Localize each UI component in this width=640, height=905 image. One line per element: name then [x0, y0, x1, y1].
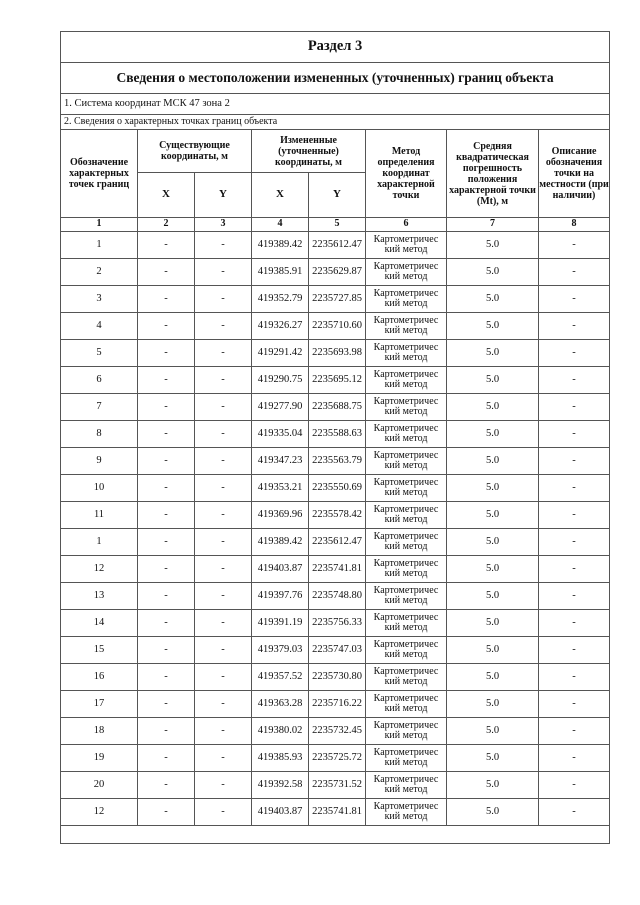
method-cell: Картометричес кий метод: [366, 664, 447, 691]
changed-x-cell: 419385.91: [252, 259, 309, 286]
existing-x-cell: -: [138, 691, 195, 718]
existing-y-cell: -: [195, 286, 252, 313]
column-number: 7: [447, 218, 539, 232]
method-cell: Картометричес кий метод: [366, 718, 447, 745]
accuracy-cell: 5.0: [447, 772, 539, 799]
existing-y-cell: -: [195, 718, 252, 745]
header-designation: Обозначение характерных точек границ: [61, 130, 138, 218]
changed-y-cell: 2235629.87: [309, 259, 366, 286]
document-subtitle: Сведения о местоположении измененных (уточненных) границ объекта: [61, 63, 610, 94]
method-cell: Картометричес кий метод: [366, 286, 447, 313]
changed-y-cell: 2235693.98: [309, 340, 366, 367]
changed-x-cell: 419290.75: [252, 367, 309, 394]
description-cell: -: [539, 232, 610, 259]
existing-x-cell: -: [138, 421, 195, 448]
existing-y-cell: -: [195, 502, 252, 529]
existing-y-cell: -: [195, 367, 252, 394]
table-row: [61, 232, 610, 259]
accuracy-cell: 5.0: [447, 232, 539, 259]
column-numbers-row: [61, 218, 610, 232]
changed-y-cell: 2235741.81: [309, 799, 366, 826]
existing-y-cell: -: [195, 313, 252, 340]
table-row: [61, 421, 610, 448]
description-cell: -: [539, 772, 610, 799]
point-designation-cell: 5: [61, 340, 138, 367]
table-row: [61, 691, 610, 718]
changed-y-cell: 2235550.69: [309, 475, 366, 502]
header-existing-y: Y: [195, 173, 252, 218]
changed-y-cell: 2235732.45: [309, 718, 366, 745]
table-row: [61, 556, 610, 583]
header-existing-x: X: [138, 173, 195, 218]
accuracy-cell: 5.0: [447, 367, 539, 394]
existing-x-cell: -: [138, 556, 195, 583]
changed-y-cell: 2235727.85: [309, 286, 366, 313]
description-cell: -: [539, 502, 610, 529]
changed-y-cell: 2235731.52: [309, 772, 366, 799]
point-designation-cell: 14: [61, 610, 138, 637]
changed-y-cell: 2235578.42: [309, 502, 366, 529]
table-row: [61, 259, 610, 286]
changed-x-cell: 419291.42: [252, 340, 309, 367]
accuracy-cell: 5.0: [447, 799, 539, 826]
existing-x-cell: -: [138, 610, 195, 637]
accuracy-cell: 5.0: [447, 475, 539, 502]
accuracy-cell: 5.0: [447, 448, 539, 475]
existing-y-cell: -: [195, 745, 252, 772]
existing-y-cell: -: [195, 691, 252, 718]
changed-y-cell: 2235612.47: [309, 232, 366, 259]
existing-x-cell: -: [138, 745, 195, 772]
existing-y-cell: -: [195, 583, 252, 610]
column-number: 8: [539, 218, 610, 232]
existing-y-cell: -: [195, 340, 252, 367]
existing-x-cell: -: [138, 394, 195, 421]
changed-x-cell: 419385.93: [252, 745, 309, 772]
point-designation-cell: 18: [61, 718, 138, 745]
existing-y-cell: -: [195, 259, 252, 286]
method-cell: Картометричес кий метод: [366, 502, 447, 529]
existing-x-cell: -: [138, 529, 195, 556]
description-cell: -: [539, 259, 610, 286]
column-number: 4: [252, 218, 309, 232]
table-row: [61, 448, 610, 475]
changed-x-cell: 419403.87: [252, 799, 309, 826]
description-cell: -: [539, 718, 610, 745]
document-sheet: [60, 31, 609, 844]
point-designation-cell: 19: [61, 745, 138, 772]
existing-x-cell: -: [138, 718, 195, 745]
existing-x-cell: -: [138, 448, 195, 475]
changed-x-cell: 419369.96: [252, 502, 309, 529]
changed-x-cell: 419391.19: [252, 610, 309, 637]
changed-x-cell: 419389.42: [252, 232, 309, 259]
header-changed-y: Y: [309, 173, 366, 218]
coordinate-system: 1. Система координат МСК 47 зона 2: [61, 94, 610, 115]
changed-x-cell: 419380.02: [252, 718, 309, 745]
accuracy-cell: 5.0: [447, 583, 539, 610]
existing-x-cell: -: [138, 583, 195, 610]
column-number: 1: [61, 218, 138, 232]
description-cell: -: [539, 691, 610, 718]
existing-x-cell: -: [138, 799, 195, 826]
existing-x-cell: -: [138, 340, 195, 367]
changed-x-cell: 419357.52: [252, 664, 309, 691]
existing-x-cell: -: [138, 637, 195, 664]
changed-x-cell: 419347.23: [252, 448, 309, 475]
accuracy-cell: 5.0: [447, 556, 539, 583]
point-designation-cell: 10: [61, 475, 138, 502]
description-cell: -: [539, 367, 610, 394]
description-cell: -: [539, 637, 610, 664]
description-cell: -: [539, 475, 610, 502]
accuracy-cell: 5.0: [447, 529, 539, 556]
changed-y-cell: 2235741.81: [309, 556, 366, 583]
changed-y-cell: 2235730.80: [309, 664, 366, 691]
point-designation-cell: 17: [61, 691, 138, 718]
changed-x-cell: 419397.76: [252, 583, 309, 610]
method-cell: Картометричес кий метод: [366, 745, 447, 772]
point-designation-cell: 13: [61, 583, 138, 610]
method-cell: Картометричес кий метод: [366, 340, 447, 367]
point-designation-cell: 6: [61, 367, 138, 394]
point-designation-cell: 16: [61, 664, 138, 691]
existing-y-cell: -: [195, 475, 252, 502]
table-row: [61, 394, 610, 421]
description-cell: -: [539, 583, 610, 610]
table-row: [61, 637, 610, 664]
point-designation-cell: 15: [61, 637, 138, 664]
changed-x-cell: 419392.58: [252, 772, 309, 799]
column-number: 3: [195, 218, 252, 232]
changed-y-cell: 2235710.60: [309, 313, 366, 340]
method-cell: Картометричес кий метод: [366, 799, 447, 826]
point-designation-cell: 2: [61, 259, 138, 286]
existing-y-cell: -: [195, 394, 252, 421]
column-number: 2: [138, 218, 195, 232]
header-changed-x: X: [252, 173, 309, 218]
header-accuracy: Средняя квадратическая погрешность положения характерной точки (Mt), м: [447, 130, 539, 218]
changed-x-cell: 419389.42: [252, 529, 309, 556]
point-designation-cell: 12: [61, 556, 138, 583]
changed-y-cell: 2235756.33: [309, 610, 366, 637]
header-description: Описание обозначения точки на местности (при наличии): [539, 130, 610, 218]
changed-x-cell: 419277.90: [252, 394, 309, 421]
table-row: [61, 772, 610, 799]
method-cell: Картометричес кий метод: [366, 313, 447, 340]
table-row: [61, 745, 610, 772]
accuracy-cell: 5.0: [447, 691, 539, 718]
header-changed-coords: Измененные (уточненные) координаты, м: [252, 130, 366, 173]
column-number: 5: [309, 218, 366, 232]
table-row: [61, 799, 610, 826]
existing-x-cell: -: [138, 286, 195, 313]
description-cell: -: [539, 340, 610, 367]
changed-x-cell: 419379.03: [252, 637, 309, 664]
description-cell: -: [539, 448, 610, 475]
table-row: [61, 286, 610, 313]
header-method: Метод определения координат характерной точки: [366, 130, 447, 218]
table-row: [61, 313, 610, 340]
description-cell: -: [539, 421, 610, 448]
description-cell: -: [539, 394, 610, 421]
method-cell: Картометричес кий метод: [366, 259, 447, 286]
existing-y-cell: -: [195, 232, 252, 259]
column-number: 6: [366, 218, 447, 232]
boundary-points-table: [60, 31, 610, 844]
changed-x-cell: 419403.87: [252, 556, 309, 583]
empty-cell: [61, 826, 610, 844]
table-row: [61, 583, 610, 610]
description-cell: -: [539, 799, 610, 826]
existing-y-cell: -: [195, 556, 252, 583]
accuracy-cell: 5.0: [447, 394, 539, 421]
method-cell: Картометричес кий метод: [366, 637, 447, 664]
accuracy-cell: 5.0: [447, 745, 539, 772]
accuracy-cell: 5.0: [447, 313, 539, 340]
table-row: [61, 340, 610, 367]
table-row: [61, 664, 610, 691]
existing-y-cell: -: [195, 448, 252, 475]
changed-y-cell: 2235748.80: [309, 583, 366, 610]
existing-x-cell: -: [138, 664, 195, 691]
changed-y-cell: 2235747.03: [309, 637, 366, 664]
changed-y-cell: 2235695.12: [309, 367, 366, 394]
point-designation-cell: 7: [61, 394, 138, 421]
table-row: [61, 610, 610, 637]
table-row: [61, 475, 610, 502]
existing-x-cell: -: [138, 313, 195, 340]
existing-y-cell: -: [195, 421, 252, 448]
accuracy-cell: 5.0: [447, 664, 539, 691]
existing-y-cell: -: [195, 799, 252, 826]
point-designation-cell: 8: [61, 421, 138, 448]
accuracy-cell: 5.0: [447, 502, 539, 529]
changed-x-cell: 419335.04: [252, 421, 309, 448]
table-row: [61, 502, 610, 529]
existing-y-cell: -: [195, 529, 252, 556]
accuracy-cell: 5.0: [447, 286, 539, 313]
changed-x-cell: 419353.21: [252, 475, 309, 502]
method-cell: Картометричес кий метод: [366, 691, 447, 718]
existing-x-cell: -: [138, 259, 195, 286]
empty-row: [61, 826, 610, 844]
description-cell: -: [539, 286, 610, 313]
header-existing-coords: Существующие координаты, м: [138, 130, 252, 173]
existing-x-cell: -: [138, 502, 195, 529]
changed-x-cell: 419352.79: [252, 286, 309, 313]
existing-y-cell: -: [195, 610, 252, 637]
method-cell: Картометричес кий метод: [366, 556, 447, 583]
method-cell: Картометричес кий метод: [366, 394, 447, 421]
method-cell: Картометричес кий метод: [366, 232, 447, 259]
description-cell: -: [539, 313, 610, 340]
description-cell: -: [539, 610, 610, 637]
method-cell: Картометричес кий метод: [366, 610, 447, 637]
existing-x-cell: -: [138, 475, 195, 502]
existing-x-cell: -: [138, 772, 195, 799]
points-heading: 2. Сведения о характерных точках границ объекта: [61, 115, 610, 130]
changed-y-cell: 2235688.75: [309, 394, 366, 421]
point-designation-cell: 3: [61, 286, 138, 313]
method-cell: Картометричес кий метод: [366, 583, 447, 610]
method-cell: Картометричес кий метод: [366, 529, 447, 556]
changed-y-cell: 2235612.47: [309, 529, 366, 556]
point-designation-cell: 12: [61, 799, 138, 826]
accuracy-cell: 5.0: [447, 340, 539, 367]
changed-x-cell: 419363.28: [252, 691, 309, 718]
accuracy-cell: 5.0: [447, 637, 539, 664]
changed-x-cell: 419326.27: [252, 313, 309, 340]
changed-y-cell: 2235588.63: [309, 421, 366, 448]
accuracy-cell: 5.0: [447, 421, 539, 448]
accuracy-cell: 5.0: [447, 259, 539, 286]
point-designation-cell: 4: [61, 313, 138, 340]
point-designation-cell: 1: [61, 232, 138, 259]
description-cell: -: [539, 745, 610, 772]
existing-y-cell: -: [195, 637, 252, 664]
existing-x-cell: -: [138, 367, 195, 394]
changed-y-cell: 2235563.79: [309, 448, 366, 475]
existing-x-cell: -: [138, 232, 195, 259]
point-designation-cell: 11: [61, 502, 138, 529]
table-row: [61, 529, 610, 556]
existing-y-cell: -: [195, 664, 252, 691]
point-designation-cell: 20: [61, 772, 138, 799]
method-cell: Картометричес кий метод: [366, 421, 447, 448]
description-cell: -: [539, 664, 610, 691]
section-title: Раздел 3: [61, 32, 610, 63]
accuracy-cell: 5.0: [447, 718, 539, 745]
changed-y-cell: 2235725.72: [309, 745, 366, 772]
method-cell: Картометричес кий метод: [366, 475, 447, 502]
table-row: [61, 367, 610, 394]
method-cell: Картометричес кий метод: [366, 772, 447, 799]
accuracy-cell: 5.0: [447, 610, 539, 637]
point-designation-cell: 9: [61, 448, 138, 475]
changed-y-cell: 2235716.22: [309, 691, 366, 718]
table-row: [61, 718, 610, 745]
description-cell: -: [539, 556, 610, 583]
method-cell: Картометричес кий метод: [366, 367, 447, 394]
point-designation-cell: 1: [61, 529, 138, 556]
existing-y-cell: -: [195, 772, 252, 799]
description-cell: -: [539, 529, 610, 556]
method-cell: Картометричес кий метод: [366, 448, 447, 475]
